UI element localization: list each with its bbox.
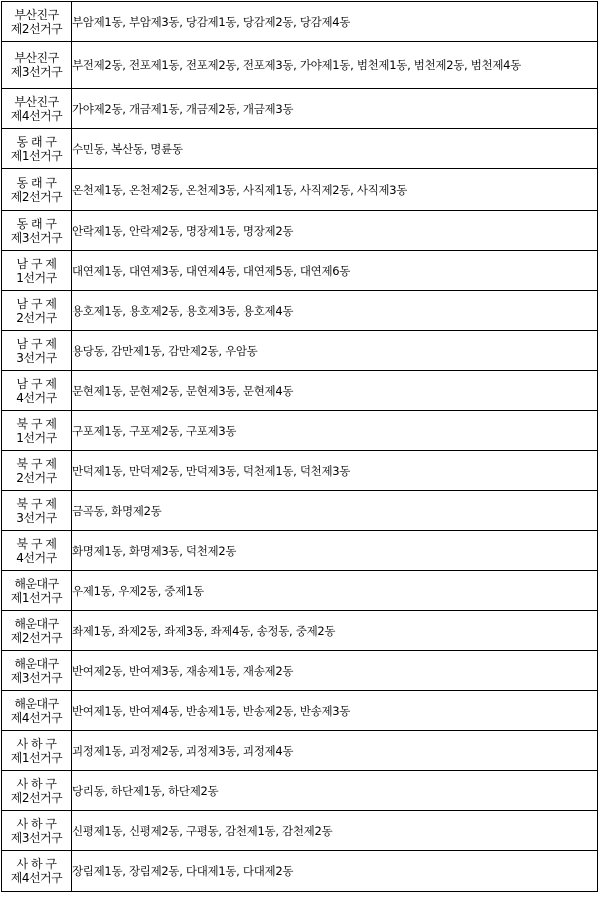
district-cell	[2, 2, 72, 42]
table-row	[2, 291, 598, 331]
table-row	[2, 611, 598, 651]
district-cell	[2, 491, 72, 531]
dong-list-cell: 좌제1동, 좌제2동, 좌제3동, 좌제4동, 송정동, 중제2동	[72, 611, 598, 651]
constituency-name: 제2선거구	[10, 630, 63, 645]
district-cell	[2, 371, 72, 411]
dong-list-cell: 반여제2동, 반여제3동, 재송제1동, 재송제2동	[72, 651, 598, 691]
table-row	[2, 371, 598, 411]
district-cell	[2, 651, 72, 691]
district-cell	[2, 811, 72, 851]
table-row	[2, 251, 598, 291]
table-row	[2, 691, 598, 731]
constituency-name: 1선거구	[16, 430, 57, 445]
constituency-name: 제3선거구	[10, 65, 63, 79]
district-cell	[2, 169, 72, 211]
district-name: 사 하 구	[16, 736, 57, 751]
district-name: 남 구 제	[16, 256, 57, 271]
table-row	[2, 129, 598, 169]
constituency-name: 3선거구	[16, 350, 57, 365]
table-row	[2, 411, 598, 451]
district-name: 해운대구	[14, 576, 59, 591]
district-name: 남 구 제	[16, 296, 57, 311]
constituency-name: 제2선거구	[10, 21, 63, 36]
constituency-name: 제4선거구	[10, 108, 63, 123]
district-name: 북 구 제	[16, 456, 57, 471]
district-name: 사 하 구	[16, 857, 57, 871]
district-name: 북 구 제	[16, 496, 57, 511]
table-row	[2, 731, 598, 771]
district-cell	[2, 251, 72, 291]
table-row	[2, 451, 598, 491]
district-cell	[2, 531, 72, 571]
district-table	[1, 1, 598, 892]
constituency-name: 제4선거구	[10, 871, 63, 885]
dong-list-cell: 부전제2동, 전포제1동, 전포제2동, 전포제3동, 가야제1동, 범천제1동, 범천제2동, 범천제4동	[72, 42, 598, 89]
district-name: 동 래 구	[16, 175, 57, 190]
district-cell	[2, 571, 72, 611]
constituency-name: 제3선거구	[10, 230, 63, 245]
dong-list-cell: 우제1동, 우제2동, 중제1동	[72, 571, 598, 611]
table-row	[2, 42, 598, 89]
constituency-name: 제3선거구	[10, 670, 63, 685]
dong-list-cell: 온천제1동, 온천제2동, 온천제3동, 사직제1동, 사직제2동, 사직제3동	[72, 169, 598, 211]
district-cell	[2, 731, 72, 771]
table-row	[2, 851, 598, 892]
district-name: 사 하 구	[16, 776, 57, 791]
table-row	[2, 2, 598, 42]
district-name: 동 래 구	[16, 216, 57, 231]
table-row	[2, 89, 598, 129]
district-name: 해운대구	[14, 616, 59, 631]
table-row	[2, 571, 598, 611]
constituency-name: 2선거구	[16, 470, 57, 485]
constituency-name: 제1선거구	[10, 590, 63, 605]
dong-list-cell: 장림제1동, 장림제2동, 다대제1동, 다대제2동	[72, 851, 598, 892]
district-name: 남 구 제	[16, 376, 57, 391]
constituency-name: 제4선거구	[10, 710, 63, 725]
constituency-name: 제1선거구	[10, 750, 63, 765]
district-name: 북 구 제	[16, 536, 57, 551]
constituency-name: 제2선거구	[10, 189, 63, 204]
district-name: 동 래 구	[16, 134, 57, 149]
table-row	[2, 531, 598, 571]
constituency-name: 2선거구	[16, 310, 57, 325]
dong-list-cell: 용당동, 감만제1동, 감만제2동, 우암동	[72, 331, 598, 371]
dong-list-cell: 용호제1동, 용호제2동, 용호제3동, 용호제4동	[72, 291, 598, 331]
dong-list-cell: 금곡동, 화명제2동	[72, 491, 598, 531]
dong-list-cell: 화명제1동, 화명제3동, 덕천제2동	[72, 531, 598, 571]
district-cell	[2, 291, 72, 331]
constituency-name: 제1선거구	[10, 148, 63, 163]
district-cell	[2, 851, 72, 892]
district-cell	[2, 42, 72, 89]
dong-list-cell: 신평제1동, 신평제2동, 구평동, 감천제1동, 감천제2동	[72, 811, 598, 851]
table-row	[2, 169, 598, 211]
constituency-name: 제3선거구	[10, 830, 63, 845]
dong-list-cell: 부암제1동, 부암제3동, 당감제1동, 당감제2동, 당감제4동	[72, 2, 598, 42]
table-row	[2, 771, 598, 811]
constituency-name: 4선거구	[16, 390, 57, 405]
district-name: 부산진구	[14, 51, 59, 65]
dong-list-cell: 만덕제1동, 만덕제2동, 만덕제3동, 덕천제1동, 덕천제3동	[72, 451, 598, 491]
constituency-name: 3선거구	[16, 510, 57, 525]
district-cell	[2, 331, 72, 371]
district-table-body	[2, 2, 598, 892]
constituency-name: 제2선거구	[10, 790, 63, 805]
dong-list-cell: 문현제1동, 문현제2동, 문현제3동, 문현제4동	[72, 371, 598, 411]
district-cell	[2, 129, 72, 169]
table-row	[2, 811, 598, 851]
district-name: 해운대구	[14, 696, 59, 711]
district-name: 부산진구	[14, 7, 59, 22]
dong-list-cell: 안락제1동, 안락제2동, 명장제1동, 명장제2동	[72, 211, 598, 251]
district-name: 부산진구	[14, 94, 59, 109]
district-cell	[2, 211, 72, 251]
district-name: 사 하 구	[16, 816, 57, 831]
dong-list-cell: 당리동, 하단제1동, 하단제2동	[72, 771, 598, 811]
district-name: 북 구 제	[16, 416, 57, 431]
constituency-name: 4선거구	[16, 550, 57, 565]
district-cell	[2, 691, 72, 731]
district-cell	[2, 89, 72, 129]
dong-list-cell: 구포제1동, 구포제2동, 구포제3동	[72, 411, 598, 451]
constituency-name: 1선거구	[16, 270, 57, 285]
district-name: 남 구 제	[16, 336, 57, 351]
table-row	[2, 211, 598, 251]
dong-list-cell: 반여제1동, 반여제4동, 반송제1동, 반송제2동, 반송제3동	[72, 691, 598, 731]
dong-list-cell: 대연제1동, 대연제3동, 대연제4동, 대연제5동, 대연제6동	[72, 251, 598, 291]
dong-list-cell: 가야제2동, 개금제1동, 개금제2동, 개금제3동	[72, 89, 598, 129]
table-row	[2, 651, 598, 691]
district-cell	[2, 611, 72, 651]
district-cell	[2, 451, 72, 491]
district-cell	[2, 771, 72, 811]
table-row	[2, 331, 598, 371]
district-name: 해운대구	[14, 656, 59, 671]
table-row	[2, 491, 598, 531]
district-cell	[2, 411, 72, 451]
dong-list-cell: 괴정제1동, 괴정제2동, 괴정제3동, 괴정제4동	[72, 731, 598, 771]
dong-list-cell: 수민동, 복산동, 명륜동	[72, 129, 598, 169]
